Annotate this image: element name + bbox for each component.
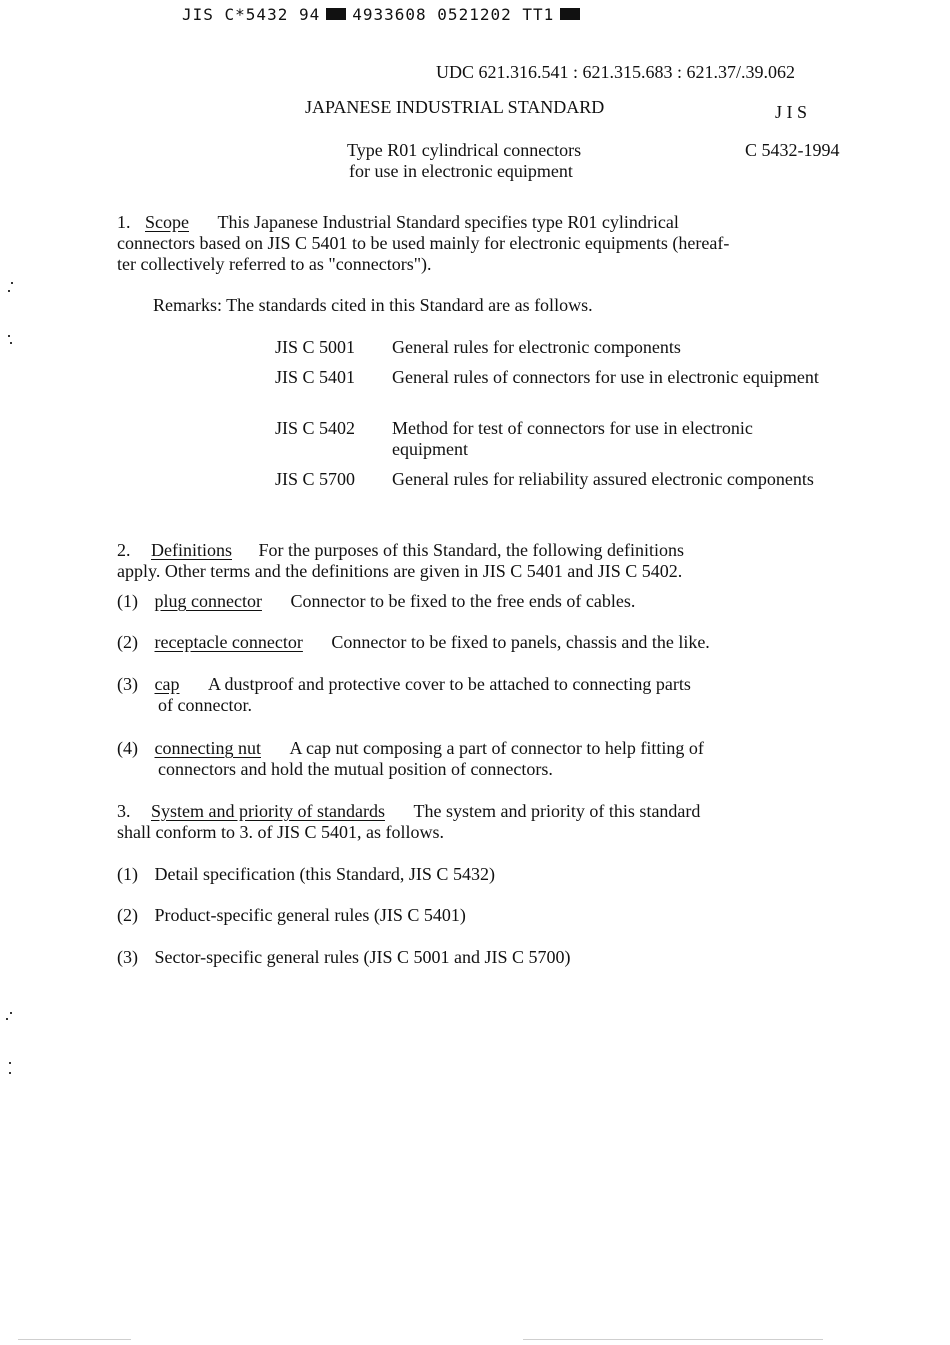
system-item-text: Detail specification (this Standard, JIS C 5432) (154, 864, 495, 884)
definitions-number: 2. (117, 540, 131, 560)
footer-rule (523, 1339, 823, 1340)
system-item-num: (3) (117, 947, 138, 967)
definition-item (117, 674, 691, 695)
scan-header-line (182, 5, 586, 24)
system-line2: shall conform to 3. of JIS C 5401, as follows. (117, 822, 444, 842)
reference-code: JIS C 5402 (275, 418, 356, 438)
system-item (117, 864, 495, 885)
system-item-num: (1) (117, 864, 138, 884)
header-barcode: 4933608 0521202 TT1 (352, 5, 555, 24)
reference-title: Method for test of connectors for use in electronic equipment (392, 418, 753, 459)
definition-text: Connector to be fixed to the free ends of cables. (290, 591, 636, 611)
definition-text-continued: connectors and hold the mutual position of connectors. (158, 759, 553, 779)
scan-speck (8, 290, 10, 292)
scope-number: 1. (117, 212, 131, 232)
definition-num: (2) (117, 632, 138, 652)
definition-item (117, 591, 635, 612)
doc-number: C 5432-1994 (745, 140, 840, 160)
system-line1 (117, 801, 700, 822)
system-item (117, 905, 466, 926)
scan-speck (11, 282, 13, 284)
scope-line1 (117, 212, 679, 233)
definition-num: (1) (117, 591, 138, 611)
system-item (117, 947, 571, 968)
footer-rule (18, 1339, 131, 1340)
definition-item (117, 632, 710, 653)
system-heading: System and priority of standards (151, 801, 385, 821)
reference-code: JIS C 5700 (275, 469, 356, 489)
scope-line2: connectors based on JIS C 5401 to be used mainly for electronic equipments (hereaf- (117, 233, 730, 253)
definition-term: cap (154, 674, 180, 694)
reference-code: JIS C 5401 (275, 367, 356, 387)
standard-title: JAPANESE INDUSTRIAL STANDARD (305, 97, 605, 117)
doc-title-line1: Type R01 cylindrical connectors (347, 140, 582, 160)
redaction-block (560, 8, 580, 20)
scope-text-1: This Japanese Industrial Standard specifies type R01 cylindrical (217, 212, 679, 232)
scan-speck (8, 335, 10, 337)
reference-title: General rules for reliability assured electronic components (392, 469, 814, 489)
definition-text: Connector to be fixed to panels, chassis and the like. (331, 632, 710, 652)
definition-text-continued: of connector. (158, 695, 252, 715)
definition-text: A dustproof and protective cover to be attached to connecting parts (207, 674, 691, 694)
doc-title-line2: for use in electronic equipment (349, 161, 573, 181)
definition-text: A cap nut composing a part of connector to help fitting of (289, 738, 704, 758)
definition-item (117, 738, 704, 759)
system-item-text: Product-specific general rules (JIS C 5401) (154, 905, 466, 925)
definitions-line2: apply. Other terms and the definitions are given in JIS C 5401 and JIS C 5402. (117, 561, 683, 581)
scan-speck (6, 1018, 8, 1020)
definition-term: receptacle connector (154, 632, 303, 652)
definitions-text-1: For the purposes of this Standard, the following definitions (258, 540, 684, 560)
definition-term: plug connector (154, 591, 262, 611)
scan-speck (10, 1012, 12, 1014)
definitions-heading: Definitions (151, 540, 232, 560)
definition-num: (3) (117, 674, 138, 694)
scan-speck (10, 342, 12, 344)
definition-num: (4) (117, 738, 138, 758)
udc-number: UDC 621.316.541 : 621.315.683 : 621.37/.39.062 (436, 62, 796, 82)
scan-speck (9, 1062, 11, 1064)
definition-term: connecting nut (154, 738, 261, 758)
header-code: JIS C*5432 94 (182, 5, 321, 24)
definitions-line1 (117, 540, 684, 561)
system-number: 3. (117, 801, 131, 821)
scope-heading: Scope (145, 212, 189, 232)
remarks: Remarks: The standards cited in this Standard are as follows. (153, 295, 593, 315)
scan-speck (9, 1072, 11, 1074)
reference-title: General rules of connectors for use in electronic equipment (392, 367, 819, 387)
reference-code: JIS C 5001 (275, 337, 356, 357)
reference-title: General rules for electronic components (392, 337, 681, 357)
scope-line3: ter collectively referred to as "connectors"). (117, 254, 432, 274)
jis-label: J I S (775, 102, 808, 122)
system-text-1: The system and priority of this standard (413, 801, 701, 821)
system-item-text: Sector-specific general rules (JIS C 5001 and JIS C 5700) (154, 947, 571, 967)
redaction-block (326, 8, 346, 20)
system-item-num: (2) (117, 905, 138, 925)
